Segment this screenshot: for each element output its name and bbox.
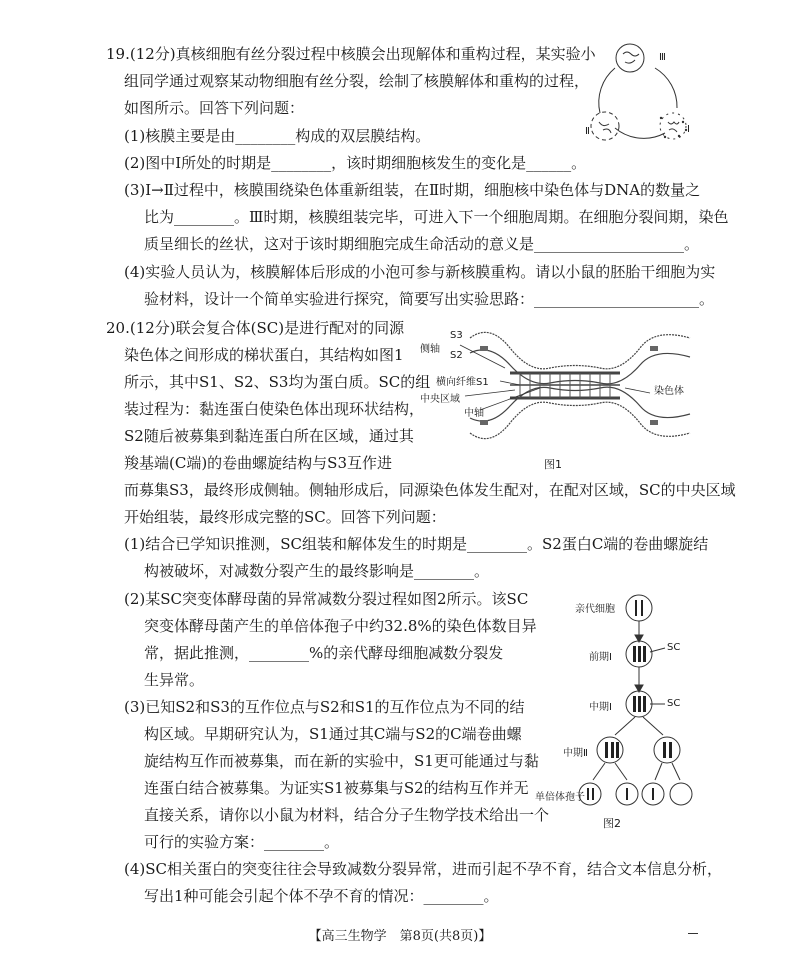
q20-line: 染色体之间形成的梯状蛋白，其结构如图1 bbox=[124, 346, 404, 364]
fig2-caption: 图2 bbox=[603, 817, 621, 830]
fig1-label-middle-axis: 中轴 bbox=[464, 408, 484, 419]
q20-heading: 20.(12分)联会复合体(SC)是进行配对的同源 bbox=[106, 319, 405, 337]
q20-part4: (4)SC相关蛋白的突变往往会导致减数分裂异常，进而引起不孕不育，结合文本信息分析， bbox=[124, 860, 723, 878]
fig2-label-metaphase2: 中期Ⅱ bbox=[563, 748, 588, 759]
q20-part2: 突变体酵母菌产生的单倍体孢子中约32.8%的染色体数目异 bbox=[144, 617, 537, 635]
q19-part3: (3)Ⅰ→Ⅱ过程中，核膜围绕染色体重新组装，在Ⅱ时期，细胞核中染色体与DNA的数量之 bbox=[124, 181, 701, 199]
q19-part3: 比为________。Ⅲ时期，核膜组装完毕，可进入下一个细胞周期。在细胞分裂间期，染色 bbox=[144, 208, 729, 226]
fig1-caption: 图1 bbox=[544, 458, 562, 471]
fig-label-II: Ⅱ bbox=[585, 126, 590, 137]
q19-part1: (1)核膜主要是由________构成的双层膜结构。 bbox=[124, 127, 431, 145]
q20-part3: 可行的实验方案：________。 bbox=[144, 833, 340, 851]
q20-part2: 常，据此推测，________%的亲代酵母细胞减数分裂发 bbox=[144, 644, 504, 662]
fig-label-I: Ⅰ bbox=[687, 124, 690, 135]
figure-2-meiosis bbox=[535, 590, 695, 830]
q20-line: 羧基端(C端)的卷曲螺旋结构与S3互作进 bbox=[124, 454, 393, 472]
q20-part3: 构区域。早期研究认为，S1通过其C端与S2的C端卷曲螺 bbox=[144, 725, 522, 743]
q20-line: 所示，其中S1、S2、S3均为蛋白质。SC的组 bbox=[124, 373, 431, 391]
q20-part2: (2)某SC突变体酵母菌的异常减数分裂过程如图2所示。该SC bbox=[124, 590, 529, 608]
q20-part1: 构被破坏，对减数分裂产生的最终影响是________。 bbox=[144, 562, 490, 580]
fig1-label-central: 中央区域 bbox=[420, 394, 460, 405]
q20-part3: 旋结构互作而被募集，而在新的实验中，S1更可能通过与黏 bbox=[144, 752, 539, 770]
q19-part2: (2)图中Ⅰ所处的时期是________，该时期细胞核发生的变化是______。 bbox=[124, 154, 587, 172]
figure-1-sc-structure bbox=[420, 318, 700, 470]
fig2-label-sc: SC bbox=[667, 698, 681, 709]
fig1-label-chromosome: 染色体 bbox=[654, 386, 684, 397]
fig2-label-spore: 单倍体孢子 bbox=[535, 792, 585, 803]
fig1-label-side-axis: 侧轴 bbox=[420, 344, 440, 355]
q20-part2: 生异常。 bbox=[144, 671, 205, 689]
q19-cycle-figure bbox=[585, 38, 695, 148]
q20-part3: (3)已知S2和S3的互作位点与S2和S1的互作位点为不同的结 bbox=[124, 698, 525, 716]
q20-part4: 写出1种可能会引起个体不孕不育的情况：________。 bbox=[144, 887, 499, 905]
q19-part3: 质呈细长的丝状，这对于该时期细胞完成生命活动的意义是____________________。 bbox=[144, 235, 700, 253]
fig1-label-transverse: 横向纤维S1 bbox=[436, 377, 489, 388]
q20-line: 开始组装，最终形成完整的SC。回答下列问题： bbox=[124, 508, 446, 526]
fig2-label-metaphase1: 中期Ⅰ bbox=[589, 702, 612, 713]
q20-line: 装过程为：黏连蛋白使染色体出现环状结构， bbox=[124, 400, 425, 418]
fig2-label-prophase1: 前期Ⅰ bbox=[589, 652, 612, 663]
q20-part3: 连蛋白结合被募集。为证实S1被募集与S2的结构互作并无 bbox=[144, 779, 529, 797]
fig1-label-s3: S3 bbox=[450, 330, 463, 341]
q19-line: 如图所示。回答下列问题： bbox=[124, 99, 305, 117]
fig2-label-parent: 亲代细胞 bbox=[575, 604, 615, 615]
q20-part3: 直接关系，请你以小鼠为材料，结合分子生物学技术给出一个 bbox=[144, 806, 550, 824]
page-footer: 【高三生物学 第8页(共8页)】 bbox=[308, 929, 492, 944]
q20-part1: (1)结合已学知识推测，SC组装和解体发生的时期是________。S2蛋白C端的卷曲螺旋结 bbox=[124, 535, 709, 553]
q19-part4: (4)实验人员认为，核膜解体后形成的小泡可参与新核膜重构。请以小鼠的胚胎干细胞为实 bbox=[124, 263, 716, 281]
page-corner-mark bbox=[688, 933, 698, 934]
q20-line: S2随后被募集到黏连蛋白所在区域，通过其 bbox=[124, 427, 414, 445]
fig1-label-s2: S2 bbox=[450, 350, 463, 361]
q19-line: 组同学通过观察某动物细胞有丝分裂，绘制了核膜解体和重构的过程， bbox=[124, 72, 590, 90]
q19-part4: 验材料，设计一个简单实验进行探究，简要写出实验思路：______________________。 bbox=[144, 290, 715, 308]
q20-line: 而募集S3，最终形成侧轴。侧轴形成后，同源染色体发生配对，在配对区域，SC的中央区域 bbox=[124, 481, 736, 499]
q19-heading: 19.(12分)真核细胞有丝分裂过程中核膜会出现解体和重构过程，某实验小 bbox=[106, 45, 596, 63]
fig-label-III: Ⅲ bbox=[659, 52, 666, 63]
fig2-label-sc: SC bbox=[667, 642, 681, 653]
